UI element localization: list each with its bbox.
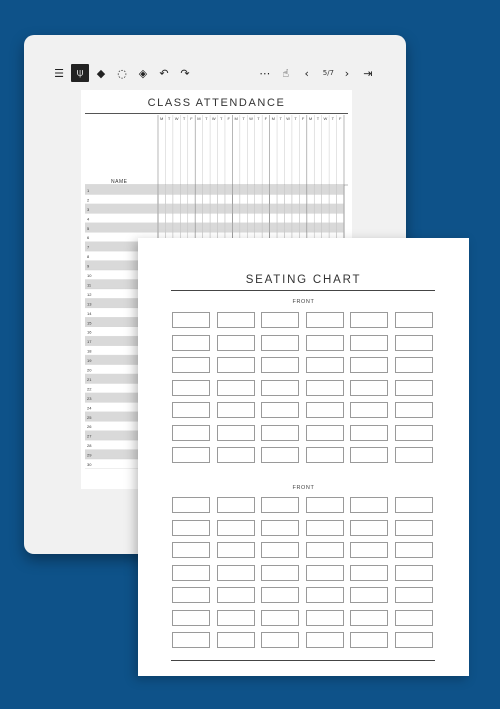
desk-box[interactable]: [395, 335, 433, 351]
desk-box[interactable]: [395, 357, 433, 373]
day-label: W: [211, 116, 216, 121]
more-icon[interactable]: ⋯: [259, 66, 271, 80]
desk-box[interactable]: [172, 497, 210, 513]
desk-box[interactable]: [172, 425, 210, 441]
day-label: T: [294, 116, 297, 121]
day-label: M: [234, 116, 238, 121]
desk-box[interactable]: [306, 312, 344, 328]
desk-box[interactable]: [217, 587, 255, 603]
row-number: 6: [87, 235, 90, 241]
desk-box[interactable]: [306, 402, 344, 418]
desk-grid-1: [172, 312, 433, 463]
day-label: M: [197, 116, 201, 121]
desk-box[interactable]: [350, 447, 388, 463]
desk-box[interactable]: [350, 520, 388, 536]
layers-icon[interactable]: ◈: [138, 66, 148, 80]
desk-box[interactable]: [306, 335, 344, 351]
day-label: F: [301, 116, 305, 121]
document-icon[interactable]: ☰: [54, 66, 64, 80]
desk-box[interactable]: [261, 587, 299, 603]
row-number: 17: [87, 339, 92, 345]
day-label: M: [271, 116, 275, 121]
day-label: T: [279, 116, 282, 121]
desk-box[interactable]: [306, 610, 344, 626]
desk-box[interactable]: [350, 497, 388, 513]
desk-box[interactable]: [350, 312, 388, 328]
desk-box[interactable]: [306, 447, 344, 463]
desk-box[interactable]: [306, 520, 344, 536]
desk-box[interactable]: [172, 610, 210, 626]
desk-box[interactable]: [217, 312, 255, 328]
desk-box[interactable]: [306, 542, 344, 558]
desk-box[interactable]: [172, 312, 210, 328]
next-page-icon[interactable]: ›: [344, 66, 350, 80]
day-label: T: [182, 116, 186, 121]
desk-box[interactable]: [217, 610, 255, 626]
day-label: T: [220, 116, 223, 121]
row-number: 22: [87, 386, 92, 392]
desk-box[interactable]: [261, 312, 299, 328]
row-shade: [85, 185, 344, 194]
desk-box[interactable]: [350, 357, 388, 373]
day-label: W: [174, 116, 179, 121]
desk-box[interactable]: [395, 587, 433, 603]
desk-box[interactable]: [217, 632, 255, 648]
row-number: 20: [87, 367, 92, 373]
row-shade: [85, 223, 344, 232]
desk-box[interactable]: [217, 335, 255, 351]
desk-box[interactable]: [217, 402, 255, 418]
desk-box[interactable]: [217, 447, 255, 463]
day-label: T: [257, 116, 260, 121]
eraser-icon[interactable]: ◆: [96, 66, 106, 80]
desk-box[interactable]: [395, 520, 433, 536]
desk-box[interactable]: [217, 425, 255, 441]
desk-box[interactable]: [395, 542, 433, 558]
desk-box[interactable]: [350, 565, 388, 581]
redo-icon[interactable]: ↷: [180, 66, 190, 80]
desk-box[interactable]: [261, 335, 299, 351]
desk-box[interactable]: [217, 357, 255, 373]
prev-page-icon[interactable]: ‹: [304, 66, 309, 80]
desk-box[interactable]: [395, 610, 433, 626]
desk-box[interactable]: [350, 425, 388, 441]
desk-box[interactable]: [350, 335, 388, 351]
desk-box[interactable]: [306, 380, 344, 396]
desk-box[interactable]: [172, 632, 210, 648]
row-number: 28: [87, 443, 92, 449]
row-number: 30: [87, 462, 92, 467]
day-label: F: [264, 116, 268, 121]
desk-box[interactable]: [172, 565, 210, 581]
row-number: 14: [87, 310, 92, 316]
row-number: 19: [87, 358, 92, 364]
row-number: 25: [87, 414, 92, 420]
day-label: F: [227, 116, 230, 121]
day-label: F: [339, 116, 342, 121]
day-label: W: [323, 116, 328, 121]
day-label: T: [242, 116, 245, 121]
row-number: 8: [87, 254, 90, 260]
row-number: 9: [87, 263, 90, 269]
desk-box[interactable]: [217, 542, 255, 558]
desk-box[interactable]: [350, 380, 388, 396]
desk-box[interactable]: [261, 520, 299, 536]
finger-touch-icon[interactable]: ☝: [282, 66, 290, 80]
desk-box[interactable]: [395, 402, 433, 418]
desk-box[interactable]: [261, 380, 299, 396]
row-number: 1: [87, 187, 90, 193]
row-number: 26: [87, 424, 92, 430]
day-label: M: [160, 116, 164, 121]
desk-box[interactable]: [261, 497, 299, 513]
name-column-header: NAME: [111, 179, 128, 185]
row-number: 24: [87, 405, 92, 411]
desk-box[interactable]: [172, 380, 210, 396]
desk-box[interactable]: [217, 380, 255, 396]
desk-box[interactable]: [306, 632, 344, 648]
exit-icon[interactable]: ⇥: [363, 66, 373, 80]
day-label: T: [205, 116, 208, 121]
desk-box[interactable]: [217, 497, 255, 513]
desk-box[interactable]: [306, 497, 344, 513]
day-label: W: [286, 116, 291, 121]
row-number: 12: [87, 291, 92, 297]
desk-box[interactable]: [350, 632, 388, 648]
desk-box[interactable]: [217, 565, 255, 581]
desk-box[interactable]: [395, 312, 433, 328]
toolbar: [50, 62, 380, 84]
front-label-1: FRONT: [292, 299, 315, 305]
desk-box[interactable]: [172, 402, 210, 418]
desk-box[interactable]: [172, 447, 210, 463]
desk-box[interactable]: [172, 587, 210, 603]
desk-box[interactable]: [350, 587, 388, 603]
row-number: 3: [87, 206, 90, 212]
title-divider: [171, 290, 435, 291]
desk-box[interactable]: [306, 357, 344, 373]
seating-chart-page: [138, 238, 469, 676]
desk-box[interactable]: [261, 565, 299, 581]
desk-box[interactable]: [306, 425, 344, 441]
desk-box[interactable]: [172, 357, 210, 373]
desk-box[interactable]: [172, 542, 210, 558]
page-title: CLASS ATTENDANCE: [147, 97, 286, 109]
row-number: 29: [87, 452, 92, 458]
row-number: 21: [87, 376, 92, 382]
row-number: 5: [87, 225, 90, 231]
row-number: 4: [87, 216, 90, 222]
page-indicator[interactable]: 5/7: [322, 69, 334, 77]
desk-box[interactable]: [395, 632, 433, 648]
desk-box[interactable]: [261, 542, 299, 558]
bottom-divider: [171, 660, 435, 661]
row-number: 23: [87, 395, 92, 401]
desk-box[interactable]: [261, 402, 299, 418]
row-number: 10: [87, 273, 92, 278]
desk-grid-2: [172, 497, 433, 648]
desk-box[interactable]: [395, 380, 433, 396]
desk-box[interactable]: [306, 565, 344, 581]
desk-box[interactable]: [395, 497, 433, 513]
row-number: 15: [87, 320, 92, 326]
day-label: M: [308, 116, 313, 121]
desk-box[interactable]: [261, 425, 299, 441]
row-number: 11: [87, 282, 92, 288]
row-number: 16: [87, 329, 92, 335]
desk-box[interactable]: [395, 425, 433, 441]
desk-box[interactable]: [261, 632, 299, 648]
lasso-icon[interactable]: ◌: [117, 66, 127, 80]
desk-box[interactable]: [350, 542, 388, 558]
desk-box[interactable]: [395, 565, 433, 581]
row-shade: [85, 204, 344, 213]
day-label: T: [167, 116, 171, 121]
row-number: 7: [87, 244, 90, 250]
desk-box[interactable]: [306, 587, 344, 603]
row-number: 2: [87, 197, 90, 203]
undo-icon[interactable]: ↶: [159, 66, 169, 80]
desk-box[interactable]: [395, 447, 433, 463]
day-label: F: [190, 116, 193, 121]
pen-icon[interactable]: ⍦: [71, 64, 89, 82]
desk-box[interactable]: [261, 447, 299, 463]
row-number: 13: [87, 301, 92, 307]
day-label: T: [316, 116, 320, 121]
desk-box[interactable]: [350, 610, 388, 626]
day-label: T: [331, 116, 335, 121]
front-label-2: FRONT: [292, 485, 315, 491]
desk-box[interactable]: [350, 402, 388, 418]
desk-box[interactable]: [172, 335, 210, 351]
desk-box[interactable]: [261, 610, 299, 626]
desk-box[interactable]: [261, 357, 299, 373]
desk-box[interactable]: [172, 520, 210, 536]
seating-title: SEATING CHART: [245, 274, 362, 286]
row-number: 27: [87, 433, 92, 439]
day-label: W: [249, 116, 253, 121]
desk-box[interactable]: [217, 520, 255, 536]
row-number: 18: [87, 348, 92, 354]
